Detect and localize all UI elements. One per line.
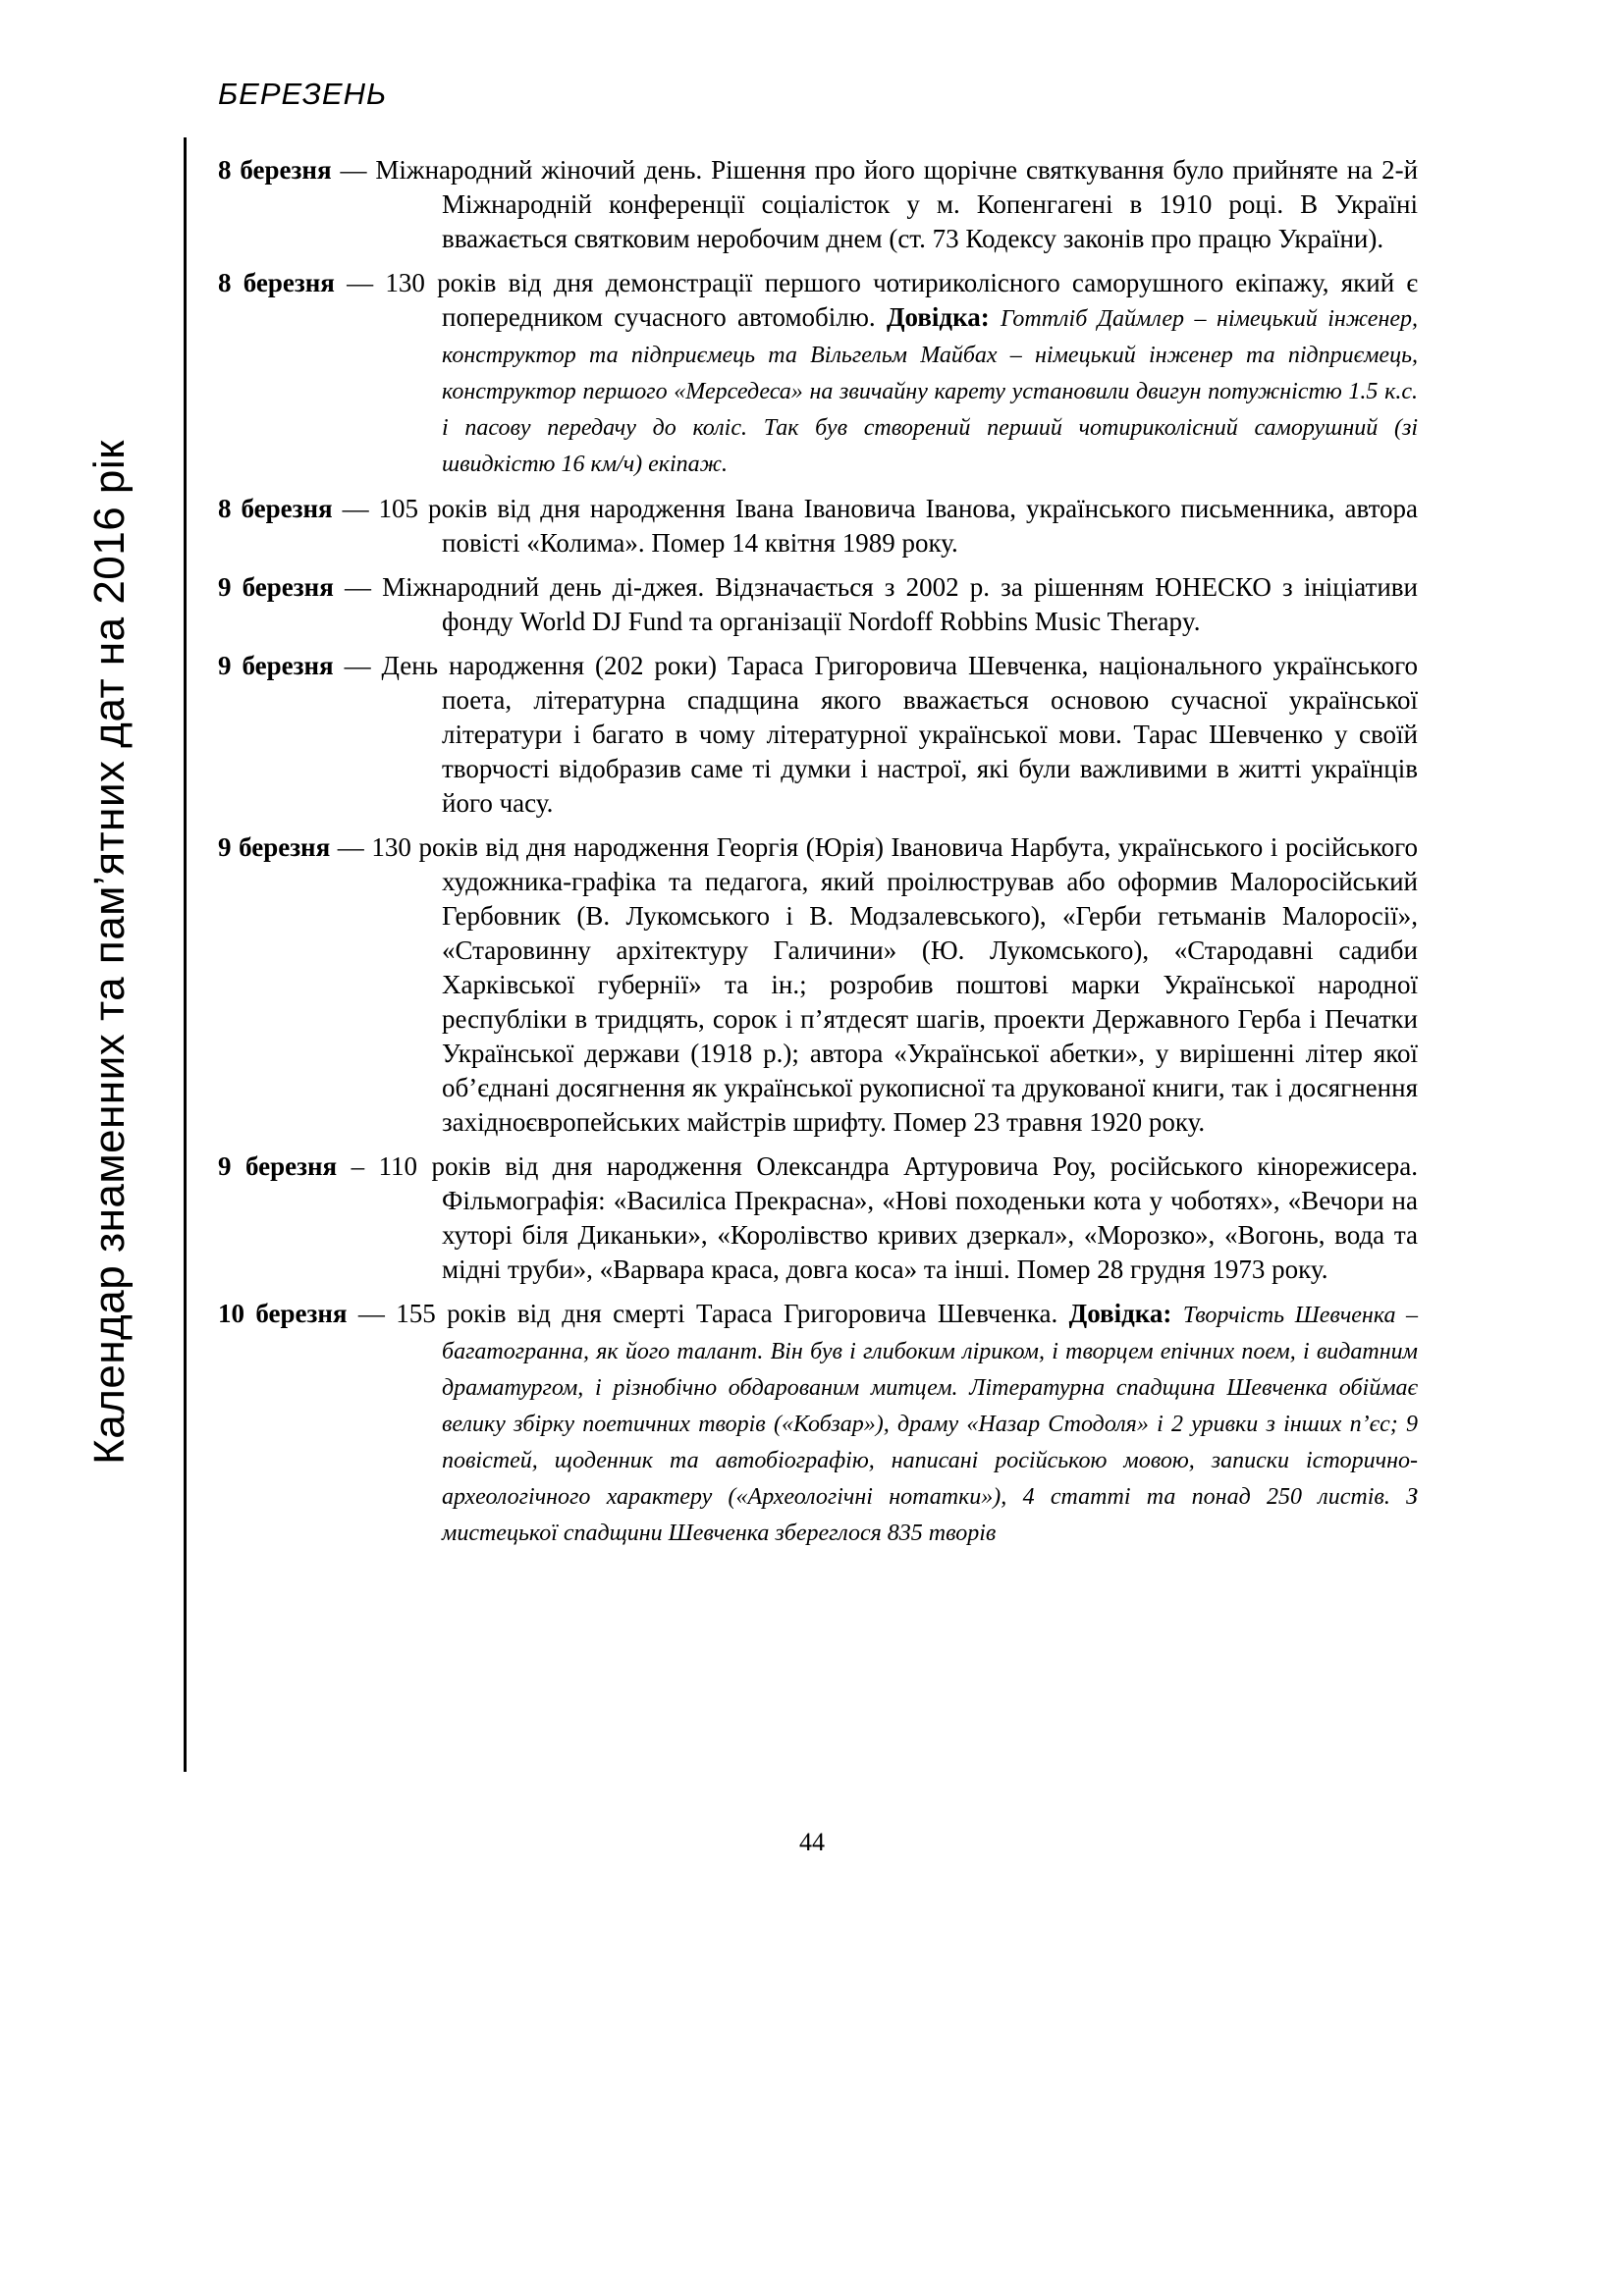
entry [218,570,1418,639]
entry-date: 9 березня [218,1151,338,1181]
entry-text: Міжнародний жіночий день. Рішення про його щорічне святкування було прийняте на 2-й Міжнародній конференції соціалісток у м. Копенгагені в 1910 році. В Україні вважається святковим неробочим днем (ст. 73 Кодексу законів про працю України). [375,155,1419,253]
entry-dash: — [357,1299,385,1328]
entry [218,1149,1418,1287]
reference-label: Довідка: [886,302,990,332]
entry-dash: — [337,832,364,862]
entry-text: Міжнародний день ді-джея. Відзначається з 2002 р. за рішенням ЮНЕСКО з ініціативи фонду World DJ Fund та організації Nordoff Robbins Music Therapy. [382,572,1418,636]
side-rule [184,137,187,1772]
entry [218,649,1418,821]
entry-dash: — [344,651,371,680]
entries-list [218,153,1418,1561]
reference-text: Творчість Шевченка – багатогранна, як його талант. Він був і глибоким ліриком, і творцем епічних поем, і видатним драматургом, і різнобічно обдарованим митцем. Літературна спадщина Шевченка обіймає велику збірку поетичних творів («Кобзар»), драму «Назар Стодоля» і 2 уривки з інших п’єс; 9 повістей, щоденник та автобіографію, написані російською мовою, записки історично-археологічного характеру («Археологічні нотатки»), 4 статті та понад 250 листів. З мистецької спадщини Шевченка збереглося 835 творів [442,1303,1419,1546]
entry-text: День народження (202 роки) Тараса Григоровича Шевченка, національного українського поета, літературна спадщина якого вважається основою сучасної української літератури і багато в чому літературної української мови. Тарас Шевченко у своїй творчості відобразив саме ті думки і настрої, які були важливими в житті українців його часу. [381,651,1418,818]
entry-date: 8 березня [218,155,332,185]
entry-date: 8 березня [218,494,333,523]
reference-label: Довідка: [1068,1299,1172,1328]
month-header: БЕРЕЗЕНЬ [218,77,388,111]
entry [218,266,1418,482]
entry-text: 110 років від дня народження Олександра Артуровича Роу, російського кінорежисера. Фільмографія: «Василіса Прекрасна», «Нові походеньки кота у чоботях», «Вечори на хуторі біля Диканьки», «Королівство кривих дзеркал», «Морозко», «Вогонь, вода та мідні труби», «Варвара краса, довга коса» та інші. Помер 28 грудня 1973 року. [378,1151,1418,1284]
side-title: Календар знаменних та пам’ятних дат на 2016 рік [85,440,134,1465]
page-number: 44 [799,1828,825,1856]
entry [218,492,1418,561]
entry [218,153,1418,256]
entry-text: 155 років від дня смерті Тараса Григоровича Шевченка. [396,1299,1058,1328]
entry-dash: — [347,268,374,297]
entry-date: 8 березня [218,268,335,297]
entry [218,1297,1418,1551]
entry-dash: – [351,1151,365,1181]
entry-dash: — [340,155,367,185]
entry-text: 130 років від дня демонстрації першого чотириколісного саморушного екіпажу, який є попередником сучасного автомобілю. [385,268,1419,332]
entry-dash: — [344,572,371,602]
entry-date: 9 березня [218,572,334,602]
entry-date: 10 березня [218,1299,348,1328]
entry-date: 9 березня [218,651,334,680]
entry-text: 105 років від дня народження Івана Івановича Іванова, українського письменника, автора повісті «Колима». Помер 14 квітня 1989 року. [378,494,1418,558]
entry [218,830,1418,1140]
reference-text: Готтліб Даймлер – німецький інженер, конструктор та підприємець та Вільгельм Майбах – німецький інженер та підприємець, конструктор першого «Мерседеса» на звичайну карету установили двигун потужністю 1.5 к.с. і пасову передачу до коліс. Так був створений перший чотириколісний саморушний (зі швидкістю 16 км/ч) екіпаж. [442,306,1419,477]
entry-text: 130 років від дня народження Георгія (Юрія) Івановича Нарбута, українського і російського художника-графіка та педагога, який проілюстрував або оформив Малоросійський Гербовник (В. Лукомського і В. Модзалевського), «Герби гетьманів Малоросії», «Старовинну архітектуру Галичини» (Ю. Лукомського), «Стародавні садиби Харківської губернії» та ін.; розробив поштові марки Української народної республіки в тридцять, сорок і п’ятдесят шагів, проекти Державного Герба і Печатки Української держави (1918 р.); автора «Української абетки», у вирішенні літер якої об’єднані досягнення як української рукописної та друкованої книги, так і досягнення західноєвропейських майстрів шрифту. Помер 23 травня 1920 року. [371,832,1418,1137]
entry-dash: — [342,494,369,523]
entry-date: 9 березня [218,832,331,862]
